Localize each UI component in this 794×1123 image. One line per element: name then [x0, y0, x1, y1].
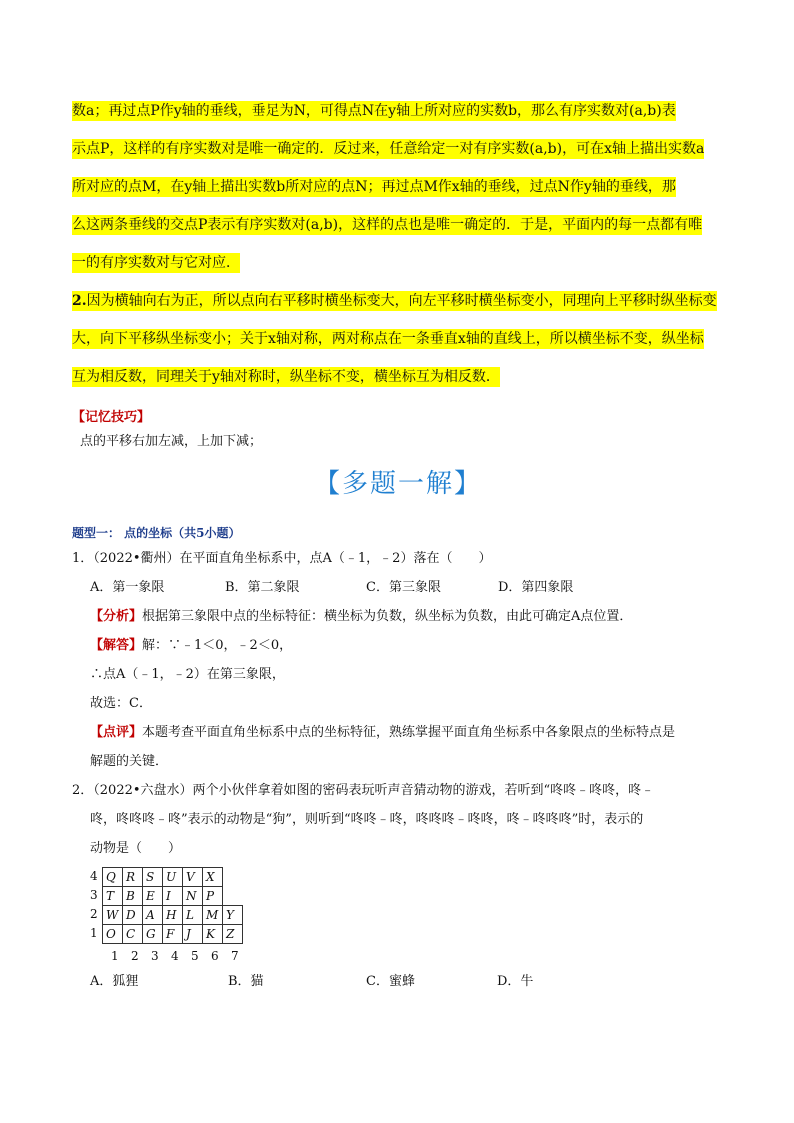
grid-cell: T [103, 887, 123, 906]
col-label: 1 [111, 949, 119, 963]
answer: 【解答】解：∵﹣1＜0，﹣2＜0， [90, 638, 293, 653]
highlight-line: 数a；再过点P作y轴的垂线，垂足为N，可得点N在y轴上所对应的实数b，那么有序实数对(a,b)表 [72, 103, 676, 119]
grid-cell: O [103, 925, 123, 944]
comment: 【点评】本题考查平面直角坐标系中点的坐标特征，熟练掌握平面直角坐标系中各象限点的坐标特点是 [90, 725, 676, 740]
option-b: B．第二象限 [225, 580, 300, 595]
grid-cell: P [203, 887, 223, 906]
grid-cell: C [123, 925, 143, 944]
analysis: 【分析】根据第三象限中点的坐标特征：横坐标为负数，纵坐标为负数，由此可确定A点位置． [90, 609, 633, 624]
option-d: D．牛 [497, 974, 534, 989]
question-2-stem-line: 动物是（ ） [90, 841, 182, 856]
point-number: 2. [72, 293, 87, 309]
grid-cell: N [183, 887, 203, 906]
grid-cell: U [163, 868, 183, 887]
row-label: 4 [90, 869, 98, 883]
row-label: 2 [90, 907, 98, 921]
grid-cell: B [123, 887, 143, 906]
col-label: 2 [131, 949, 139, 963]
grid-cell [223, 868, 243, 887]
comment-line: 解题的关键． [90, 754, 169, 769]
memory-tip-text: 点的平移右加左减，上加下减； [80, 434, 263, 449]
grid-cell: H [163, 906, 183, 925]
col-label: 7 [231, 949, 239, 963]
grid-cell: W [103, 906, 123, 925]
memory-tip-title: 【记忆技巧】 [72, 410, 151, 425]
question-2-options [72, 967, 724, 996]
grid-row [103, 906, 243, 925]
grid-cell: G [143, 925, 163, 944]
option-c: C．第三象限 [366, 580, 441, 595]
highlight-line: 一的有序实数对与它对应． [72, 255, 240, 271]
grid-cell: S [143, 868, 163, 887]
grid-cell [223, 887, 243, 906]
grid-cell: J [183, 925, 203, 944]
grid-cell: L [183, 906, 203, 925]
grid-row [103, 925, 243, 944]
highlight-line: 么这两条垂线的交点P表示有序实数对(a,b)，这样的点也是唯一确定的．于是，平面内的每一点都有唯 [72, 217, 703, 233]
question-2-stem: 2．（2022•六盘水）两个小伙伴拿着如图的密码表玩听声音猜动物的游戏，若听到“咚咚﹣咚咚，咚﹣ [72, 783, 655, 798]
grid-cell: X [203, 868, 223, 887]
option-a: A．狐狸 [90, 974, 139, 989]
option-d: D．第四象限 [498, 580, 574, 595]
question-2-stem-line: 咚，咚咚咚﹣咚”表示的动物是“狗”，则听到“咚咚﹣咚，咚咚咚﹣咚咚，咚﹣咚咚咚”时，表示的 [90, 812, 644, 827]
cipher-grid-figure [90, 867, 724, 967]
col-label: 3 [151, 949, 159, 963]
answer-tag: 【解答】 [90, 638, 143, 653]
option-a: A．第一象限 [90, 580, 165, 595]
highlight-line: 因为横轴向右为正，所以点向右平移时横坐标变大，向左平移时横坐标变小，同理向上平移时纵坐标变 [86, 293, 717, 309]
question-1-stem: 1．（2022•衢州）在平面直角坐标系中，点A（﹣1，﹣2）落在（ ） [72, 551, 492, 566]
highlighted-paragraph [72, 98, 724, 402]
grid-cell: V [183, 868, 203, 887]
answer-line: 故选：C． [90, 696, 152, 711]
grid-cell: R [123, 868, 143, 887]
row-label: 1 [90, 926, 98, 940]
grid-cell: Q [103, 868, 123, 887]
highlight-line: 大，向下平移纵坐标变小；关于x轴对称，两对称点在一条垂直x轴的直线上，所以横坐标不变，纵坐标 [72, 331, 704, 347]
cipher-table [102, 867, 243, 944]
section-title: 【多题一解】 [313, 469, 482, 499]
document-page [72, 98, 724, 996]
grid-row [103, 887, 243, 906]
grid-row [103, 868, 243, 887]
comment-tag: 【点评】 [90, 725, 143, 740]
highlight-line: 示点P，这样的有序实数对是唯一确定的．反过来，任意给定一对有序实数(a,b)，可在x轴上描出实数a [72, 141, 705, 157]
grid-cell: A [143, 906, 163, 925]
col-label: 4 [171, 949, 179, 963]
grid-cell: E [143, 887, 163, 906]
answer-line: ∴点A（﹣1，﹣2）在第三象限， [90, 667, 285, 682]
highlight-line: 互为相反数，同理关于y轴对称时，纵坐标不变，横坐标互为相反数． [72, 369, 500, 385]
option-c: C．蜜蜂 [366, 974, 415, 989]
row-label: 3 [90, 888, 98, 902]
col-label: 6 [211, 949, 219, 963]
question-type-title: 题型一： 点的坐标（共5小题） [72, 526, 241, 540]
grid-cell: D [123, 906, 143, 925]
analysis-tag: 【分析】 [90, 609, 143, 624]
grid-cell: Y [223, 906, 243, 925]
grid-cell: K [203, 925, 223, 944]
col-label: 5 [191, 949, 199, 963]
question-1-options [72, 573, 724, 602]
option-b: B．猫 [228, 974, 264, 989]
grid-cell: I [163, 887, 183, 906]
grid-cell: Z [223, 925, 243, 944]
grid-cell: F [163, 925, 183, 944]
grid-cell: M [203, 906, 223, 925]
highlight-line: 所对应的点M，在y轴上描出实数b所对应的点N；再过点M作x轴的垂线，过点N作y轴的垂线，那 [72, 179, 676, 195]
